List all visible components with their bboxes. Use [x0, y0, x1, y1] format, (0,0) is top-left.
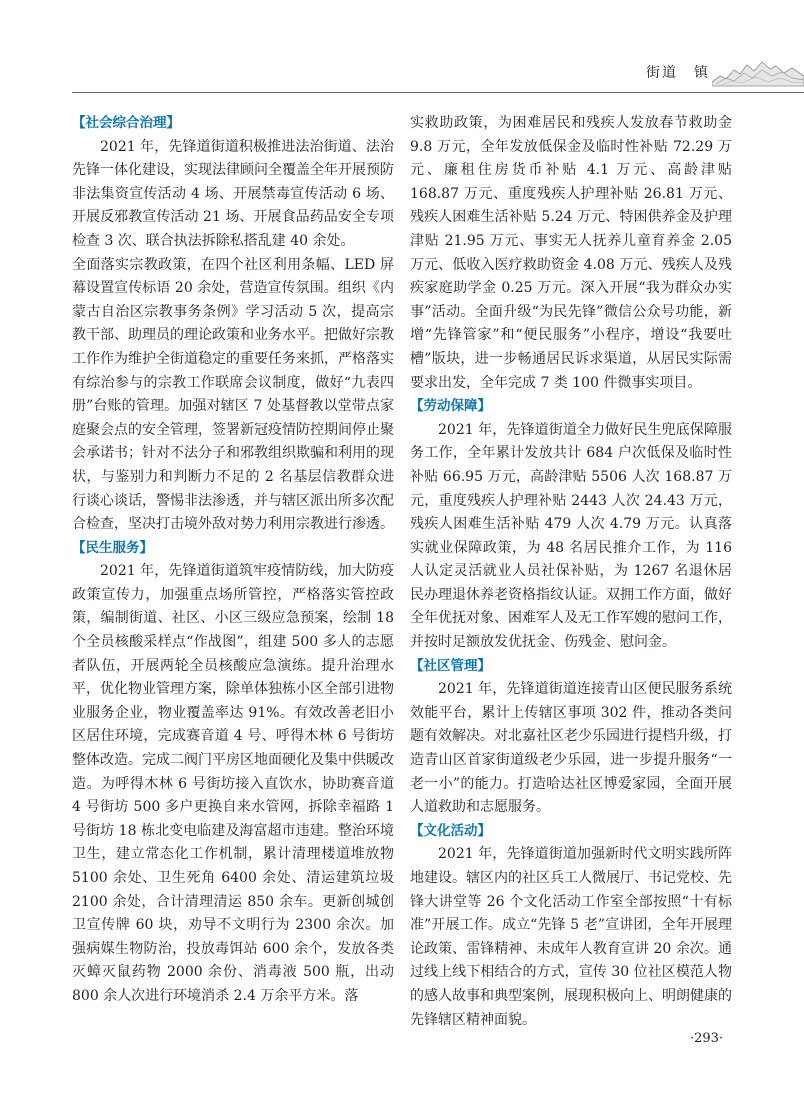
paragraph: 2021 年，先锋道街道加强新时代文明实践所阵地建设。辖区内的社区兵工人微展厅、书记党校、先锋大讲堂等 26 个文化活动工作室全部按照“十有标准”开展工作。成立“先锋 5 老”宣讲团，全年开展理论政策、雷锋精神、未成年人教育宣讲 20 余次。通过线上线下相结合的方式，宣传 30 位社区模范人物的感人故事和典型案例，展现积极向上、明朗健康的先锋辖区精神面貌。	[410, 846, 732, 1028]
paragraph: 2021 年，先锋道街道筑牢疫情防线，加大防疫政策宣传力，加强重点场所管控，严格落实管控政策，编制街道、社区、小区三级应急预案，绘制 18 个全员核酸采样点“作战图”，组建 500 多人的志愿者队伍，开展两轮全员核酸应急演练。提升治理水平，优化物业管理方案，除单体独栋小区全部引进物业服务企业，物业覆盖率达 91%。有效改善老旧小区居住环境，完成赛音道 4 号、呼得木林 6 号街坊整体改造。完成二阀门平房区地面硬化及集中供暖改造。为呼得木林 6 号街坊接入直饮水，协助赛音道 4 号街坊 500 多户更换自来水管网，拆除幸福路 1 号街坊 18 栋北变电临建及海富超市违建。整治环境卫生，建立常态化工作机制，累计清理楼道堆放物 5100 余处、卫生死角 6400 余处、清运建筑垃圾 2100 余处，合计清理清运 850 余车。更新创城创卫宣传牌 60 块，劝导不文明行为 2300 余次。加强病媒生物防治，投放毒饵站 600 余个，发放各类灭蟑灭鼠药物 2000 余份、消毒液 500 瓶，出动 800 余人次进行环境消杀 2.4 万余平方米。落	[72, 563, 394, 1004]
section-title-livelihood-services: 【民生服务】	[72, 539, 153, 556]
section-title-labor-security: 【劳动保障】	[410, 398, 491, 415]
paragraph: 2021 年，先锋道街道连接青山区便民服务系统效能平台，累计上传辖区事项 302 件，推动各类问题有效解决。对北嘉社区老少乐园进行提档升级，打造青山区首家街道级老少乐园，进一步提升服务“一老一小”的能力。打造哈达社区博爱家园，全面开展人道救助和志愿服务。	[410, 681, 732, 816]
section-title-community-management: 【社区管理】	[410, 657, 491, 674]
running-head-title: 街道 镇	[646, 65, 710, 81]
section-title-cultural-activities: 【文化活动】	[410, 822, 491, 839]
paragraph: 2021 年，先锋道街道全力做好民生兜底保障服务工作，全年累计发放共计 684 户次低保及临时性补贴 66.95 万元，高龄津贴 5506 人次 168.87 万元，重度残疾人护理补贴 2443 人次 24.43 万元，残疾人困难生活补贴 479 人次 4.79 万元。认真落实就业保障政策，为 48 名居民推介工作，为 116 人认定灵活就业人员社保补贴，为 1267 名退休居民办理退休养老资格指纹认证。双拥工作方面，做好全年优抚对象、困难军人及无工作军嫂的慰问工作，并按时足额放发优抚金、伤残金、慰问金。	[410, 421, 732, 651]
left-column	[72, 112, 394, 1009]
header-rule	[72, 92, 804, 93]
page-header	[0, 56, 804, 90]
right-column	[410, 112, 732, 1032]
paragraph: 全面落实宗教政策，在四个社区利用条幅、LED 屏幕设置宣传标语 20 余处，营造宣传氛围。组织《内蒙古自治区宗教事务条例》学习活动 5 次，提高宗教干部、助理员的理论政策和业务水平。把做好宗教工作作为维护全街道稳定的重要任务来抓，严格落实有综治参与的宗教工作联席会议制度，做好“九表四册”台账的管理。加强对辖区 7 处基督教以堂带点家庭聚会点的安全管理，签署新冠疫情防控期间停止聚会承诺书；针对不法分子和邪教组织欺骗和利用的现状，与鉴别力和判断力不足的 2 名基层信教群众进行谈心谈话，警惕非法渗透，并与辖区派出所多次配合检查，坚决打击境外敌对势力利用宗教进行渗透。	[72, 256, 394, 533]
page-number: ·293·	[690, 1031, 724, 1046]
mountain-decoration-icon	[712, 56, 804, 88]
section-title-social-governance: 【社会综合治理】	[72, 115, 180, 131]
paragraph: 2021 年，先锋道街道积极推进法治街道、法治先锋一体化建设，实现法律顾问全覆盖全年开展预防非法集资宣传活动 4 场、开展禁毒宣传活动 6 场、开展反邪教宣传活动 21 场、开展食品药品安全专项检查 3 次、联合执法拆除私搭乱建 40 余处。	[72, 138, 394, 249]
paragraph: 实救助政策，为困难居民和残疾人发放春节救助金 9.8 万元，全年发放低保金及临时性补贴 72.29 万元、廉租住房货币补贴 4.1 万元、高龄津贴 168.87 万元、重度残疾人护理补贴 26.81 万元、残疾人困难生活补贴 5.24 万元、特困供养金及护理津贴 21.95 万元、事实无人抚养儿童育养金 2.05 万元、低收入医疗救助资金 4.08 万元、残疾人及残疾家庭助学金 0.25 万元。深入开展“我为群众办实事”活动。全面升级“为民先锋”微信公众号功能，新增“先锋管家”和“便民服务”小程序，增设“我要吐槽”版块，进一步畅通居民诉求渠道，从居民实际需要求出发，全年完成 7 类 100 件微事实项目。	[410, 115, 732, 391]
